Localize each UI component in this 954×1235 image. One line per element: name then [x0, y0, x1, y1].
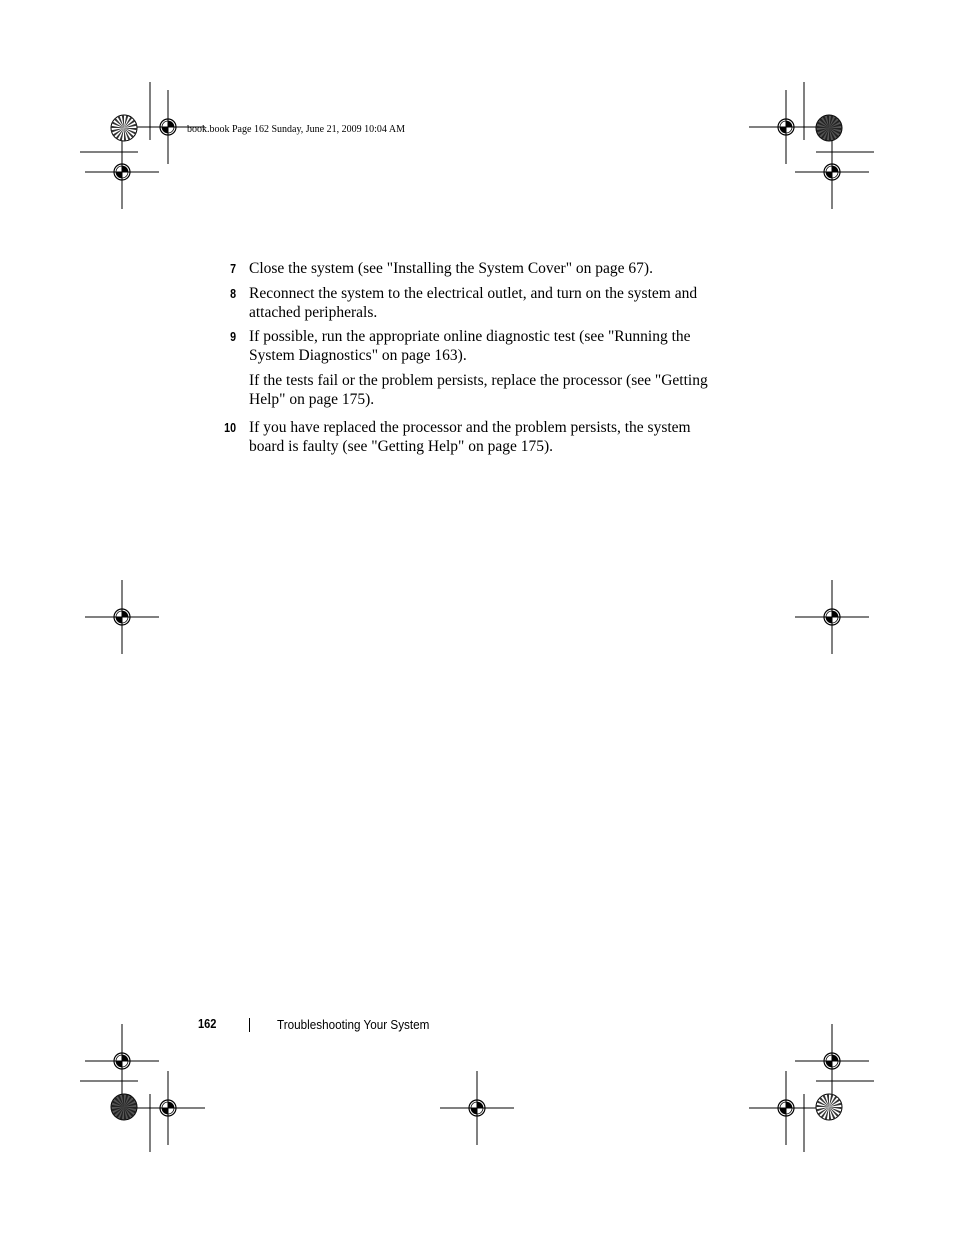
registration-crosshair	[440, 1071, 514, 1145]
registration-crosshair	[85, 580, 159, 654]
registration-crosshair	[795, 135, 869, 209]
registration-starburst	[111, 1094, 137, 1120]
registration-crosshair	[749, 1071, 823, 1145]
registration-starburst	[111, 115, 137, 141]
step-text: If possible, run the appropriate online diagnostic test (see "Running the System Diagnostics" on page 163).	[249, 328, 691, 364]
registration-starburst	[816, 1094, 842, 1120]
registration-crosshair	[85, 1024, 159, 1098]
step-text: Close the system (see "Installing the System Cover" on page 67).	[249, 260, 653, 277]
step-number: 9	[230, 329, 236, 344]
page-number: 162	[198, 1016, 217, 1031]
registration-crosshair	[795, 580, 869, 654]
registration-crosshair	[795, 1024, 869, 1098]
footer-section-title: Troubleshooting Your System	[277, 1017, 430, 1032]
step-text: If you have replaced the processor and the problem persists, the system board is faulty (see "Getting Help" on page 175).	[249, 419, 691, 455]
footer-divider	[249, 1018, 250, 1032]
registration-crosshair	[131, 1071, 205, 1145]
step-text: Reconnect the system to the electrical outlet, and turn on the system and attached peripherals.	[249, 285, 698, 321]
slug-line: book.book Page 162 Sunday, June 21, 2009 10:04 AM	[187, 124, 405, 135]
step-9-followup: If the tests fail or the problem persists, replace the processor (see "Getting Help" on page 175).	[249, 372, 708, 408]
registration-starburst	[816, 115, 842, 141]
registration-crosshair	[749, 90, 823, 164]
step-number: 10	[224, 420, 236, 435]
step-number: 7	[230, 261, 236, 276]
registration-crosshair	[85, 135, 159, 209]
step-number: 8	[230, 286, 236, 301]
